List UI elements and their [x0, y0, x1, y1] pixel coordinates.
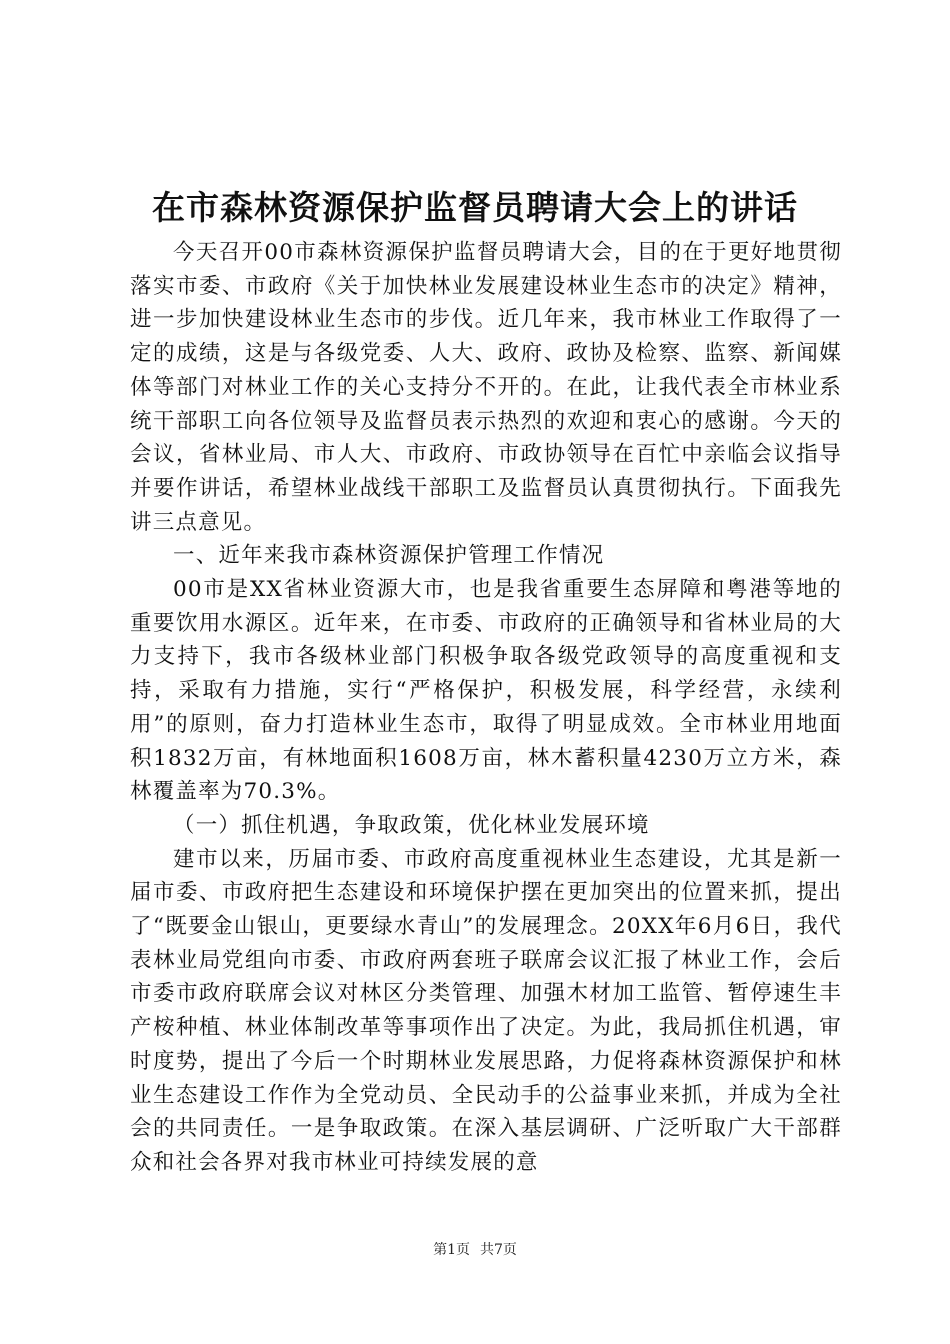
document-title: 在市森林资源保护监督员聘请大会上的讲话 [152, 188, 798, 227]
intro-paragraph: 今天召开00市森林资源保护监督员聘请大会，目的在于更好地贯彻落实市委、市政府《关于加快林业发展建设林业生态市的决定》精神，进一步加快建设林业生态市的步伐。近几年来，我市林业工作取得了一定的成绩，这是与各级党委、人大、政府、政协及检察、监察、新闻媒体等部门对林业工作的关心支持分不开的。在此，让我代表全市林业系统干部职工向各位领导及监督员表示热烈的欢迎和衷心的感谢。今天的会议，省林业局、市人大、市政府、市政协领导在百忙中亲临会议指导并要作讲话，希望林业战线干部职工及监督员认真贯彻执行。下面我先讲三点意见。 [130, 240, 842, 535]
document-body [130, 236, 842, 1180]
subsection-heading-1: （一）抓住机遇，争取政策，优化林业发展环境 [173, 812, 650, 838]
subsection-1-paragraph: 建市以来，历届市委、市政府高度重视林业生态建设，尤其是新一届市委、市政府把生态建设和环境保护摆在更加突出的位置来抓，提出了“既要金山银山，更要绿水青山”的发展理念。20XX年6月6日，我代表林业局党组向市委、市政府两套班子联席会议汇报了林业工作，会后市委市政府联席会议对林区分类管理、加强木材加工监管、暂停速生丰产桉种植、林业体制改革等事项作出了决定。为此，我局抓住机遇，审时度势，提出了今后一个时期林业发展思路，力促将森林资源保护和林业生态建设工作作为全党动员、全民动手的公益事业来抓，并成为全社会的共同责任。一是争取政策。在深入基层调研、广泛听取广大干部群众和社会各界对我市林业可持续发展的意 [130, 846, 842, 1175]
page-footer [0, 1240, 950, 1260]
page-total: 共7页 [480, 1242, 517, 1258]
page-number: 第1页 [433, 1242, 470, 1258]
section-1-paragraph: 00市是XX省林业资源大市，也是我省重要生态屏障和粤港等地的重要饮用水源区。近年来，在市委、市政府的正确领导和省林业局的大力支持下，我市各级林业部门积极争取各级党政领导的高度重视和支持，采取有力措施，实行“严格保护，积极发展，科学经营，永续利用”的原则，奋力打造林业生态市，取得了明显成效。全市林业用地面积1832万亩，有林地面积1608万亩，林木蓄积量4230万立方米，森林覆盖率为70.3%。 [130, 577, 842, 805]
section-heading-1: 一、近年来我市森林资源保护管理工作情况 [173, 543, 605, 569]
